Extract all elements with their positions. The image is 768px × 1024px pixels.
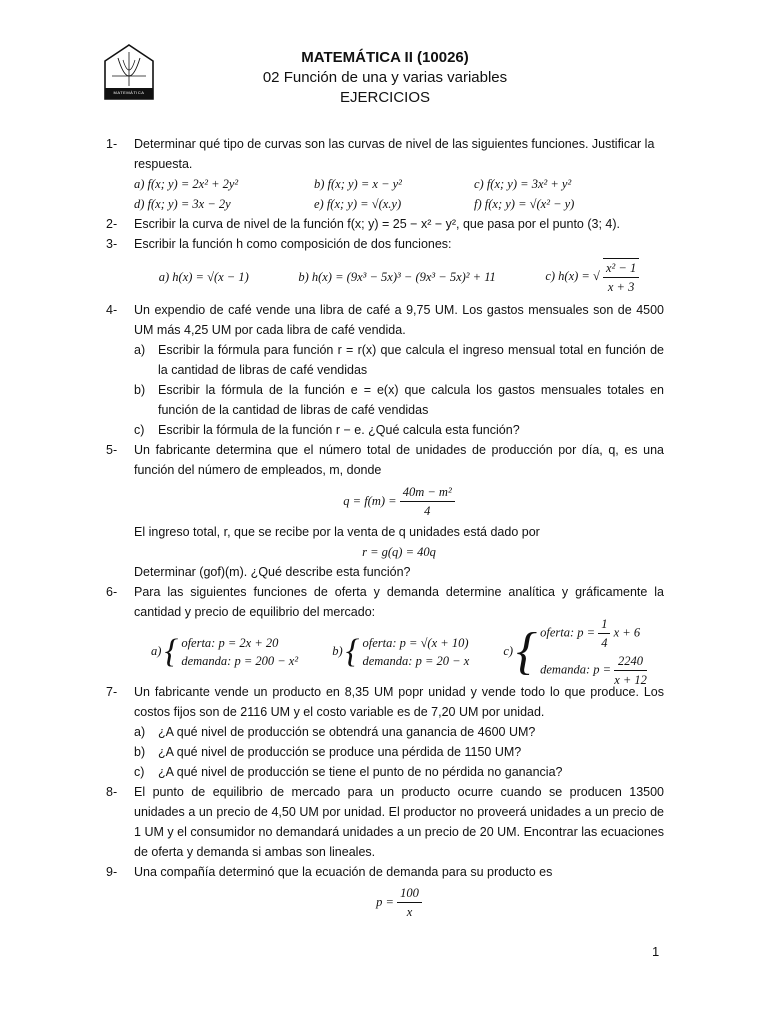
item-b: b) h(x) = (9x³ − 5x)³ − (9x³ − 5x)² + 11 (298, 270, 496, 284)
equation-fraction (397, 884, 422, 921)
exercise-4 (106, 300, 664, 340)
system-a (151, 634, 298, 670)
exercise-number: 6- (106, 585, 118, 599)
item-c (545, 258, 639, 296)
sub-text: Escribir la fórmula de la función e = e(x) que calcula los gastos mensuales totales en función de la cantidad de libras de café vendidas (158, 383, 664, 417)
fraction-numerator: 1 (598, 615, 610, 634)
unit-title: 02 Función de una y varias variables (262, 69, 508, 86)
brace-icon: { (164, 633, 179, 670)
exercise-text: Una compañía determinó que la ecuación de demanda para su producto es (134, 865, 553, 879)
fraction-numerator: x² − 1 (603, 259, 639, 278)
item-d: d) f(x; y) = 3x − 2y (134, 197, 231, 211)
system-b (332, 634, 469, 670)
exercise-7-b (134, 742, 664, 762)
item-c-fraction (603, 258, 639, 296)
exercise-9 (106, 862, 664, 922)
exercise-5 (106, 440, 664, 582)
item-a: a) h(x) = √(x − 1) (158, 270, 249, 284)
header (200, 48, 570, 108)
fraction-denominator: 4 (601, 636, 608, 650)
exercise-number: 9- (106, 865, 118, 879)
sub-label: c) (134, 423, 145, 437)
sub-text: ¿A qué nivel de producción se tiene el punto de no pérdida no ganancia? (158, 765, 563, 779)
exercise-items (134, 254, 664, 300)
system-c (503, 615, 647, 689)
exercise-text: Escribir la función h como composición de dos funciones: (134, 237, 452, 251)
exercise-text-3: Determinar (gof)(m). ¿Qué describe esta función? (134, 565, 411, 579)
exercise-number: 1- (106, 137, 118, 151)
equation-left: q = f(m) = (343, 494, 397, 508)
item-c-prefix: c) h(x) = √ (545, 268, 600, 283)
item-c: c) f(x; y) = 3x² + y² (474, 177, 572, 191)
exercise-6-systems (106, 617, 664, 687)
sub-label: b) (134, 383, 146, 397)
equation-left: demanda: p = (540, 662, 612, 677)
equation-1 (134, 480, 664, 522)
item-f: f) f(x; y) = √(x² − y) (474, 197, 575, 211)
fraction-denominator: 4 (424, 503, 431, 518)
fraction-denominator: x + 12 (614, 673, 647, 687)
exercise-text: El punto de equilibrio de mercado para un producto ocurre cuando se producen 13500 unidades a un precio de 4,50 UM por unidad. El productor no proveerá unidades a un precio de 1 UM y el consumidor no demandará unidades a un precio de 20 UM. Encontrar las ecuaciones de oferta y demanda si ambas son lineales. (134, 785, 664, 859)
system-label: c) (503, 643, 514, 658)
exercise-7-c (134, 762, 664, 782)
logo (104, 44, 154, 100)
exercise-number: 7- (106, 685, 118, 699)
fraction-numerator: 2240 (614, 652, 647, 671)
exercise-number: 8- (106, 785, 118, 799)
equation-right: x + 6 (613, 625, 641, 640)
section-title: EJERCICIOS (339, 89, 430, 106)
supply-equation: oferta: p = 2x + 20 (181, 636, 279, 650)
exercise-4-b (134, 380, 664, 420)
exercise-list (106, 134, 664, 922)
sub-label: c) (134, 765, 145, 779)
system-label: a) (151, 643, 162, 658)
sub-label: b) (134, 745, 146, 759)
equation-fraction (400, 483, 455, 520)
exercise-2 (106, 214, 664, 234)
item-b: b) f(x; y) = x − y² (314, 177, 402, 191)
exercise-items (134, 174, 664, 214)
fraction-numerator: 100 (397, 884, 422, 903)
sub-label: a) (134, 343, 146, 357)
fraction-denominator: x + 3 (607, 280, 635, 294)
system-label: b) (332, 643, 343, 658)
item-e: e) f(x; y) = √(x.y) (314, 197, 402, 211)
sub-label: a) (134, 725, 146, 739)
exercise-8 (106, 782, 664, 862)
exercise-number: 3- (106, 237, 118, 251)
exercise-1 (106, 134, 664, 214)
exercise-6 (106, 582, 664, 622)
page-number: 1 (652, 944, 660, 959)
item-a: a) f(x; y) = 2x² + 2y² (134, 177, 239, 191)
sub-text: Escribir la fórmula de la función r − e. ¿Qué calcula esta función? (158, 423, 520, 437)
equation-2: r = g(q) = 40q (362, 545, 436, 559)
brace-icon: { (516, 623, 537, 680)
equation-left: p = (376, 895, 394, 909)
exercise-7 (106, 682, 664, 722)
sub-text: ¿A qué nivel de producción se obtendrá una ganancia de 4600 UM? (158, 725, 536, 739)
sub-text: Escribir la fórmula para función r = r(x) que calcula el ingreso mensual total en función de la cantidad de libras de café vendidas (158, 343, 664, 377)
fraction-denominator: x (406, 904, 413, 919)
logo-text: MATEMÁTICA (113, 90, 145, 95)
system-equations (181, 634, 298, 670)
exercise-text-2: El ingreso total, r, que se recibe por la venta de q unidades está dado por (134, 525, 540, 539)
sub-text: ¿A qué nivel de producción se produce una pérdida de 1150 UM? (158, 745, 522, 759)
exercise-number: 5- (106, 443, 118, 457)
exercise-text: Un expendio de café vende una libra de café a 9,75 UM. Los gastos mensuales son de 4500 UM más 4,25 UM por cada libra de café vendida. (134, 303, 664, 337)
equation-left: oferta: p = (540, 625, 596, 640)
fraction-numerator: 40m − m² (400, 483, 455, 502)
demand-equation: demanda: p = 20 − x (362, 654, 470, 668)
system-equations (540, 615, 647, 689)
equation (134, 882, 664, 922)
exercise-text: Para las siguientes funciones de oferta y demanda determine analítica y gráficamente la cantidad y precio de equilibrio del mercado: (134, 585, 664, 619)
exercise-7-a (134, 722, 664, 742)
exercise-text: Un fabricante vende un producto en 8,35 UM popr unidad y vende todo lo que produce. Los costos fijos son de 2116 UM y el costo variable es de 7,20 UM por unidad. (134, 685, 664, 719)
exercise-number: 2- (106, 217, 118, 231)
course-title: MATEMÁTICA II (10026) (301, 49, 469, 66)
exercise-text: Determinar qué tipo de curvas son las curvas de nivel de las siguientes funciones. Justificar la respuesta. (134, 137, 655, 171)
supply-equation: oferta: p = √(x + 10) (362, 636, 469, 650)
brace-icon: { (345, 633, 360, 670)
exercise-4-c (134, 420, 664, 440)
exercise-4-a (134, 340, 664, 380)
exercise-3 (106, 234, 664, 300)
exercise-text: Escribir la curva de nivel de la función f(x; y) = 25 − x² − y², que pasa por el punto (3; 4). (134, 217, 621, 231)
system-equations (362, 634, 469, 670)
demand-equation: demanda: p = 200 − x² (181, 654, 299, 668)
exercise-text: Un fabricante determina que el número total de unidades de producción por día, q, es una función del número de empleados, m, donde (134, 443, 664, 477)
exercise-number: 4- (106, 303, 118, 317)
